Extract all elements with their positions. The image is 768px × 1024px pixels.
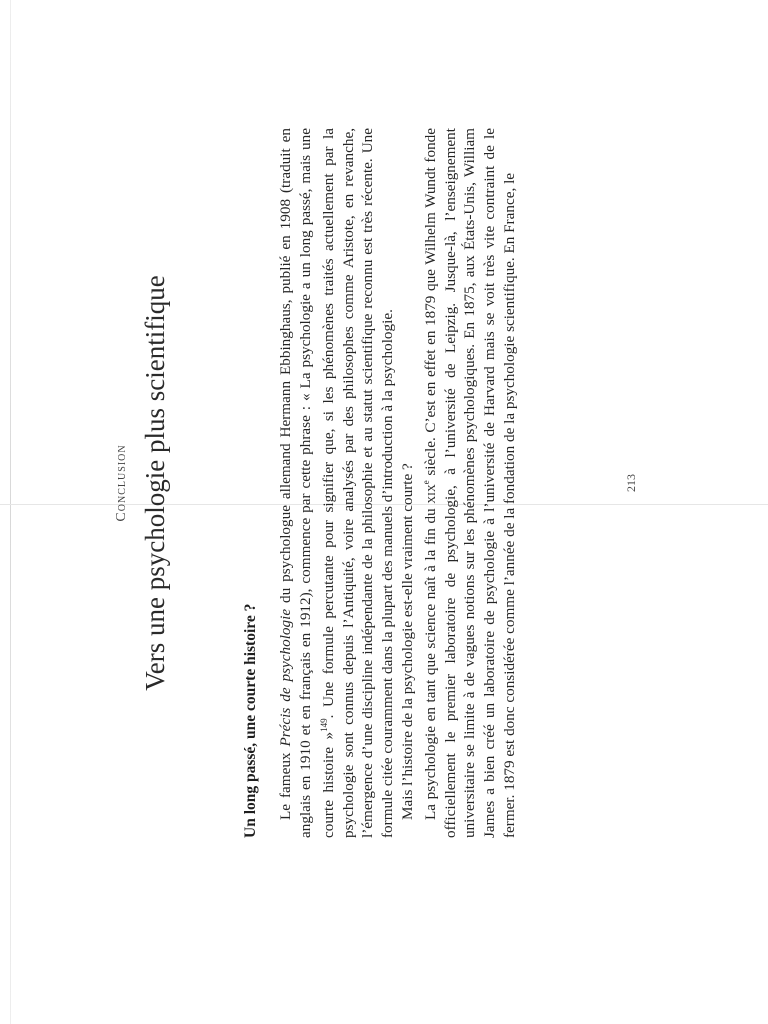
book-title: Précis de psychologie: [277, 608, 294, 747]
rotated-page-content: [114, 128, 654, 838]
section-heading: Un long passé, une courte histoire ?: [242, 603, 259, 838]
running-head: Conclusion: [114, 444, 129, 522]
text-run: La psychologie en tant que science naît à la fin du: [422, 503, 440, 820]
chapter-title: Vers une psychologie plus scientifique: [140, 275, 170, 691]
century-numeral: xix: [422, 484, 440, 504]
text-run: Mais l’histoire de la psychologie est-elle vraiment courte ?: [398, 463, 416, 820]
body-text: [276, 128, 519, 838]
century-superscript: e: [421, 480, 432, 485]
page-edge: [10, 0, 11, 1024]
text-run: Le fameux: [277, 746, 294, 820]
text-run: . Une formule percutante pour signifier que, si les phénomènes traités actuellement par la psychologie sont connus depuis l’Antiquité, voire analysés par des philosophes comme Aristote, en revanche, l’émergence d’une discipline indépendante de la philosophie et au statut scientifique reconnu est très récente. Une formule citée couramment dans la plupart des manuels d’introduction à la psychologie.: [320, 128, 397, 838]
paragraph: [398, 128, 418, 838]
page-number: 213: [624, 474, 638, 492]
text-run: siècle. C’est en effet en 1879 que Wilhelm Wundt fonde officiellement le premier laboratoire de psychologie, à l’université de Leipzig. Jusque-là, l’enseignement universitaire se limite à de vagues notions sur les phénomènes psychologiques. En 1875, aux États-Unis, William James a bien créé un laboratoire de psychologie à l’université de Harvard mais se voit très vite contraint de le fermer. 1879 est donc considérée comme l’année de la fondation de la psychologie scientifique. En France, le: [422, 128, 518, 838]
paragraph: [417, 128, 519, 838]
footnote-ref: 149: [319, 718, 330, 732]
text-run: du psychologue allemand Hermann Ebbinghaus, publié en 1908 (traduit en anglais en 1910 et en français en 1912), commence par cette phrase : « La psychologie a un long passé, mais une courte histoire »: [277, 128, 338, 838]
paragraph: [276, 128, 398, 838]
